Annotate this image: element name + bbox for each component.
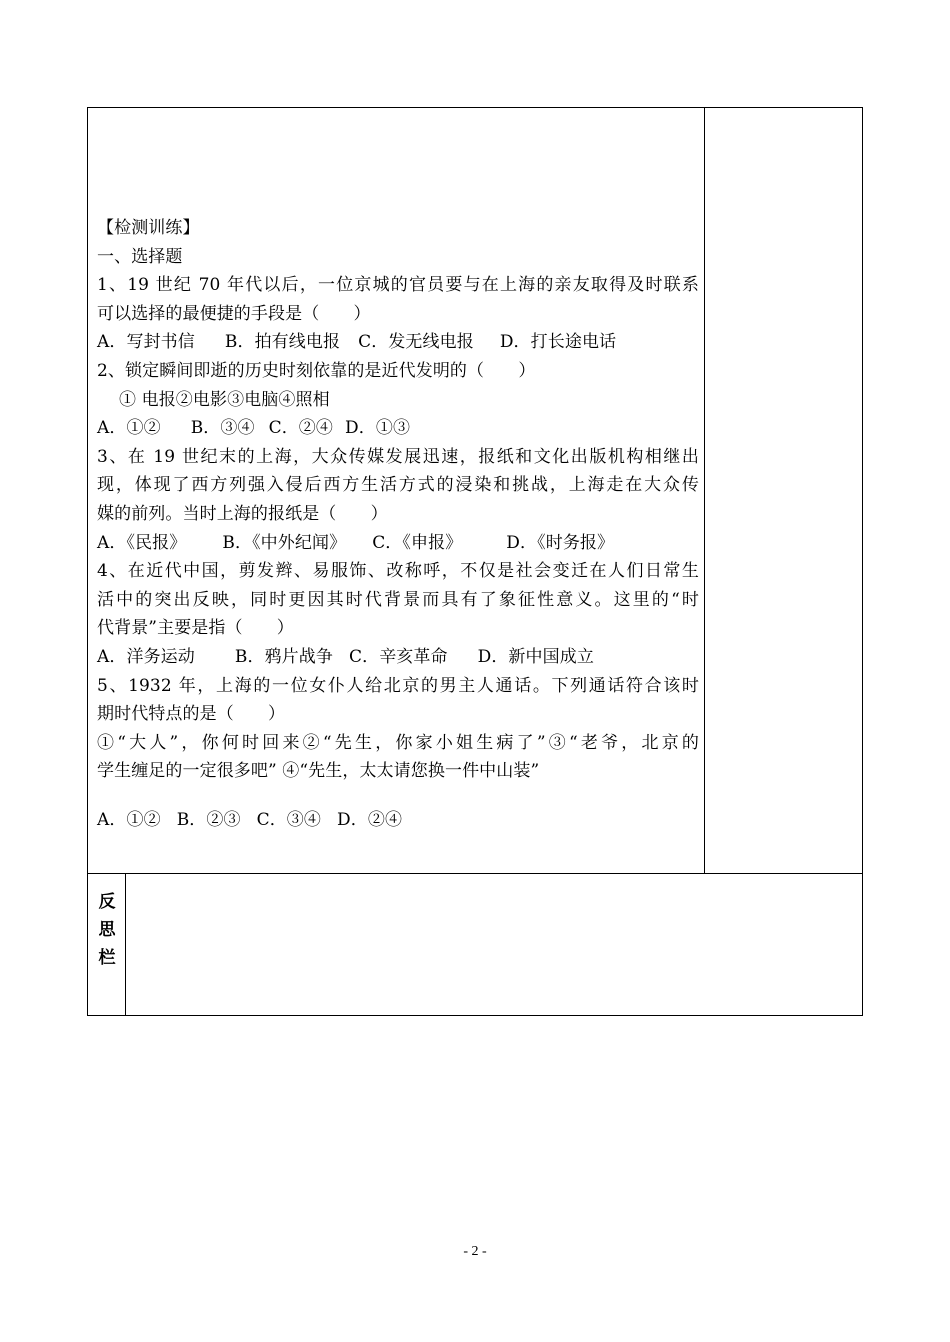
section-title: 【检测训练】: [97, 218, 200, 238]
option-c: C．发无线电报: [358, 332, 474, 353]
question-5-items-line-2: 学生缠足的一定很多吧” ④“先生，太太请您换一件中山装”: [97, 761, 540, 782]
option-c: C．③④: [256, 809, 322, 830]
option-a: A．《民报》: [97, 532, 187, 553]
question-1-options: [97, 328, 699, 357]
reflection-label-char-3: 栏: [98, 948, 116, 968]
question-1-stem-line-2: 可以选择的最便捷的手段是（ ）: [97, 303, 371, 324]
option-b: B．②③: [176, 809, 241, 830]
question-3-options: [97, 529, 699, 558]
notes-column-divider: [704, 107, 705, 874]
question-4-stem-line-3: 代背景”主要是指（ ）: [97, 618, 294, 639]
question-2-items: ① 电报②电影③电脑④照相: [119, 389, 330, 410]
option-d: D．打长途电话: [499, 332, 617, 353]
option-a: A．①②: [97, 418, 161, 439]
option-b: B．《中外纪闻》: [222, 532, 347, 553]
option-b: B．拍有线电报: [224, 332, 341, 353]
question-2-options: [97, 414, 699, 443]
reflection-label-char-1: 反: [98, 892, 116, 912]
option-c: C．辛亥革命: [348, 646, 448, 667]
question-4-stem-line-1: 4、在近代中国，剪发辫、易服饰、改称呼，不仅是社会变迁在人们日常生: [97, 561, 699, 582]
row-divider: [87, 873, 863, 874]
option-d: D．①③: [345, 418, 411, 439]
question-3-stem-line-2: 现，体现了西方列强入侵后西方生活方式的浸染和挑战，上海走在大众传: [97, 475, 699, 496]
option-d: D．新中国成立: [477, 646, 594, 667]
question-2-stem: 2、锁定瞬间即逝的历史时刻依靠的是近代发明的（ ）: [97, 360, 536, 381]
option-d: D．②④: [337, 809, 403, 830]
option-a: A．①②: [97, 809, 161, 830]
question-1-stem-line-1: 1、19 世纪 70 年代以后，一位京城的官员要与在上海的亲友取得及时联系: [97, 275, 699, 296]
reflection-label-char-2: 思: [98, 920, 116, 940]
part-title: 一、选择题: [97, 246, 183, 267]
question-4-options: [97, 643, 699, 672]
reflection-label: [96, 888, 118, 972]
question-5-stem-line-1: 5、1932 年，上海的一位女仆人给北京的男主人通话。下列通话符合该时: [97, 675, 699, 696]
exercise-content: [97, 214, 699, 834]
option-c: C．②④: [268, 418, 334, 439]
question-5-items-line-1: ①“大人”，你何时回来②“先生，你家小姐生病了”③“老爷，北京的: [97, 732, 699, 753]
question-3-stem-line-1: 3、在 19 世纪末的上海，大众传媒发展迅速，报纸和文化出版机构相继出: [97, 446, 699, 467]
page-number: - 2 -: [463, 1244, 487, 1259]
question-4-stem-line-2: 活中的突出反映，同时更因其时代背景而具有了象征性意义。这里的“时: [97, 589, 699, 610]
option-c: C．《申报》: [372, 532, 463, 553]
question-5-stem-line-2: 期时代特点的是（ ）: [97, 704, 286, 725]
option-a: A．写封书信: [97, 332, 195, 353]
option-a: A．洋务运动: [97, 646, 195, 667]
question-5-options: [97, 806, 699, 835]
question-3-stem-line-3: 媒的前列。当时上海的报纸是（ ）: [97, 503, 388, 524]
reflection-label-divider: [125, 873, 126, 1016]
option-b: B．③④: [190, 418, 255, 439]
option-b: B．鸦片战争: [234, 646, 333, 667]
option-d: D．《时务报》: [506, 532, 615, 553]
